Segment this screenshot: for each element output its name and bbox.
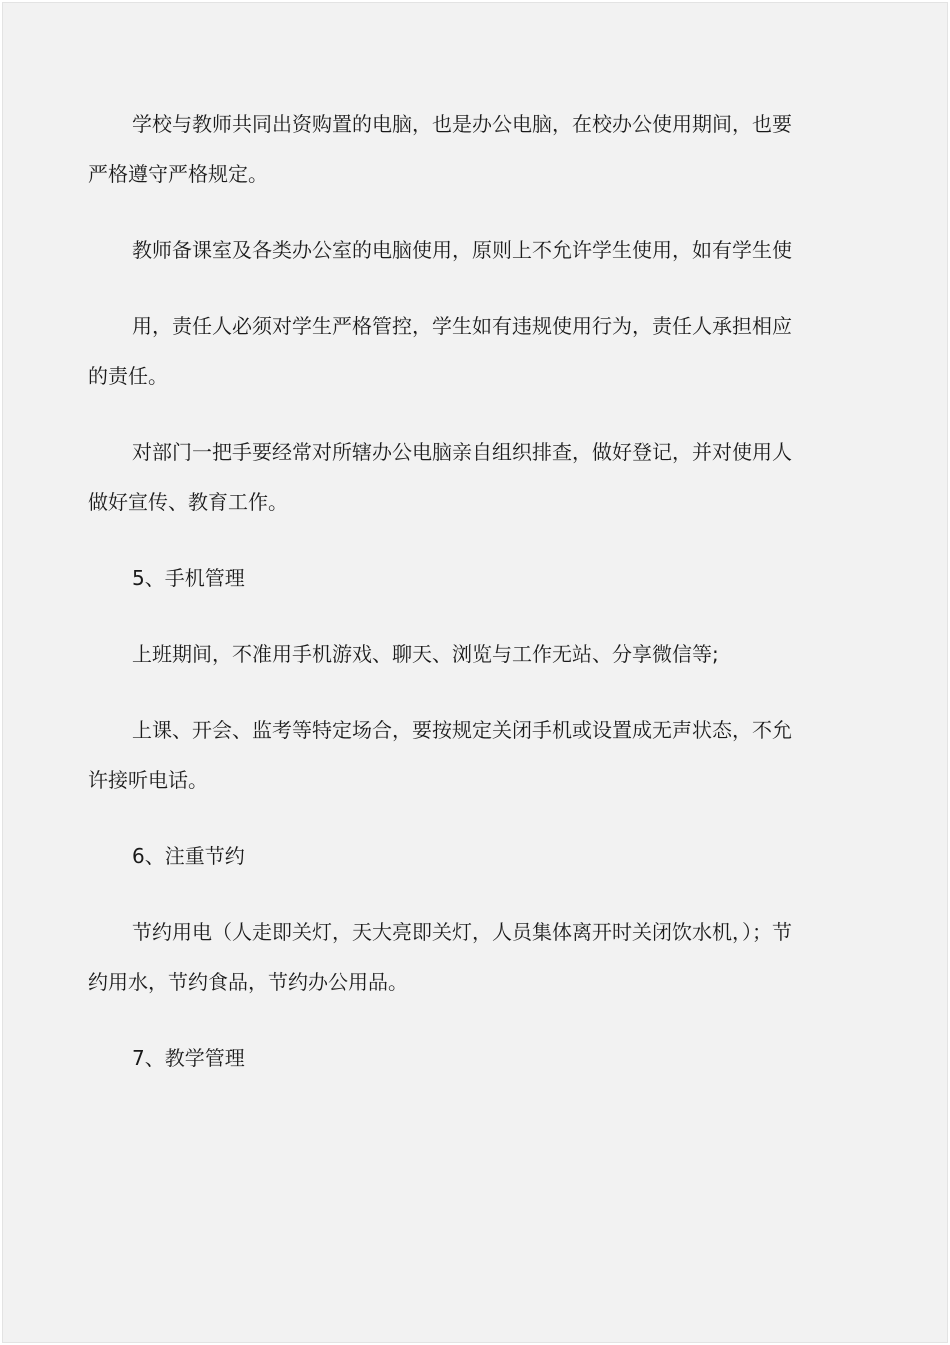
heading-saving: 6、注重节约	[132, 844, 245, 868]
paragraph-special-occasions: 上课、开会、监考等特定场合，要按规定关闭手机或设置成无声状态，不允许接听电话。	[88, 718, 792, 792]
paragraph-responsibility: 用，责任人必须对学生严格管控，学生如有违规使用行为，责任人承担相应的责任。	[88, 314, 792, 388]
heading-phone-management: 5、手机管理	[132, 566, 245, 590]
document-body	[88, 99, 808, 1083]
heading-teaching-management: 7、教学管理	[132, 1046, 245, 1070]
paragraph-department-check: 对部门一把手要经常对所辖办公电脑亲自组织排查，做好登记，并对使用人做好宣传、教育工作。	[88, 440, 792, 514]
paragraph-saving-details: 节约用电（人走即关灯，天大亮即关灯，人员集体离开时关闭饮水机，）；节约用水，节约食品，节约办公用品。	[88, 920, 792, 994]
paragraph-shared-computers: 学校与教师共同出资购置的电脑，也是办公电脑，在校办公使用期间，也要严格遵守严格规定。	[88, 112, 792, 186]
paragraph-work-hours-phone: 上班期间，不准用手机游戏、聊天、浏览与工作无站、分享微信等;	[132, 642, 719, 666]
document-page	[2, 2, 948, 1343]
paragraph-student-use: 教师备课室及各类办公室的电脑使用，原则上不允许学生使用，如有学生使	[132, 238, 792, 262]
